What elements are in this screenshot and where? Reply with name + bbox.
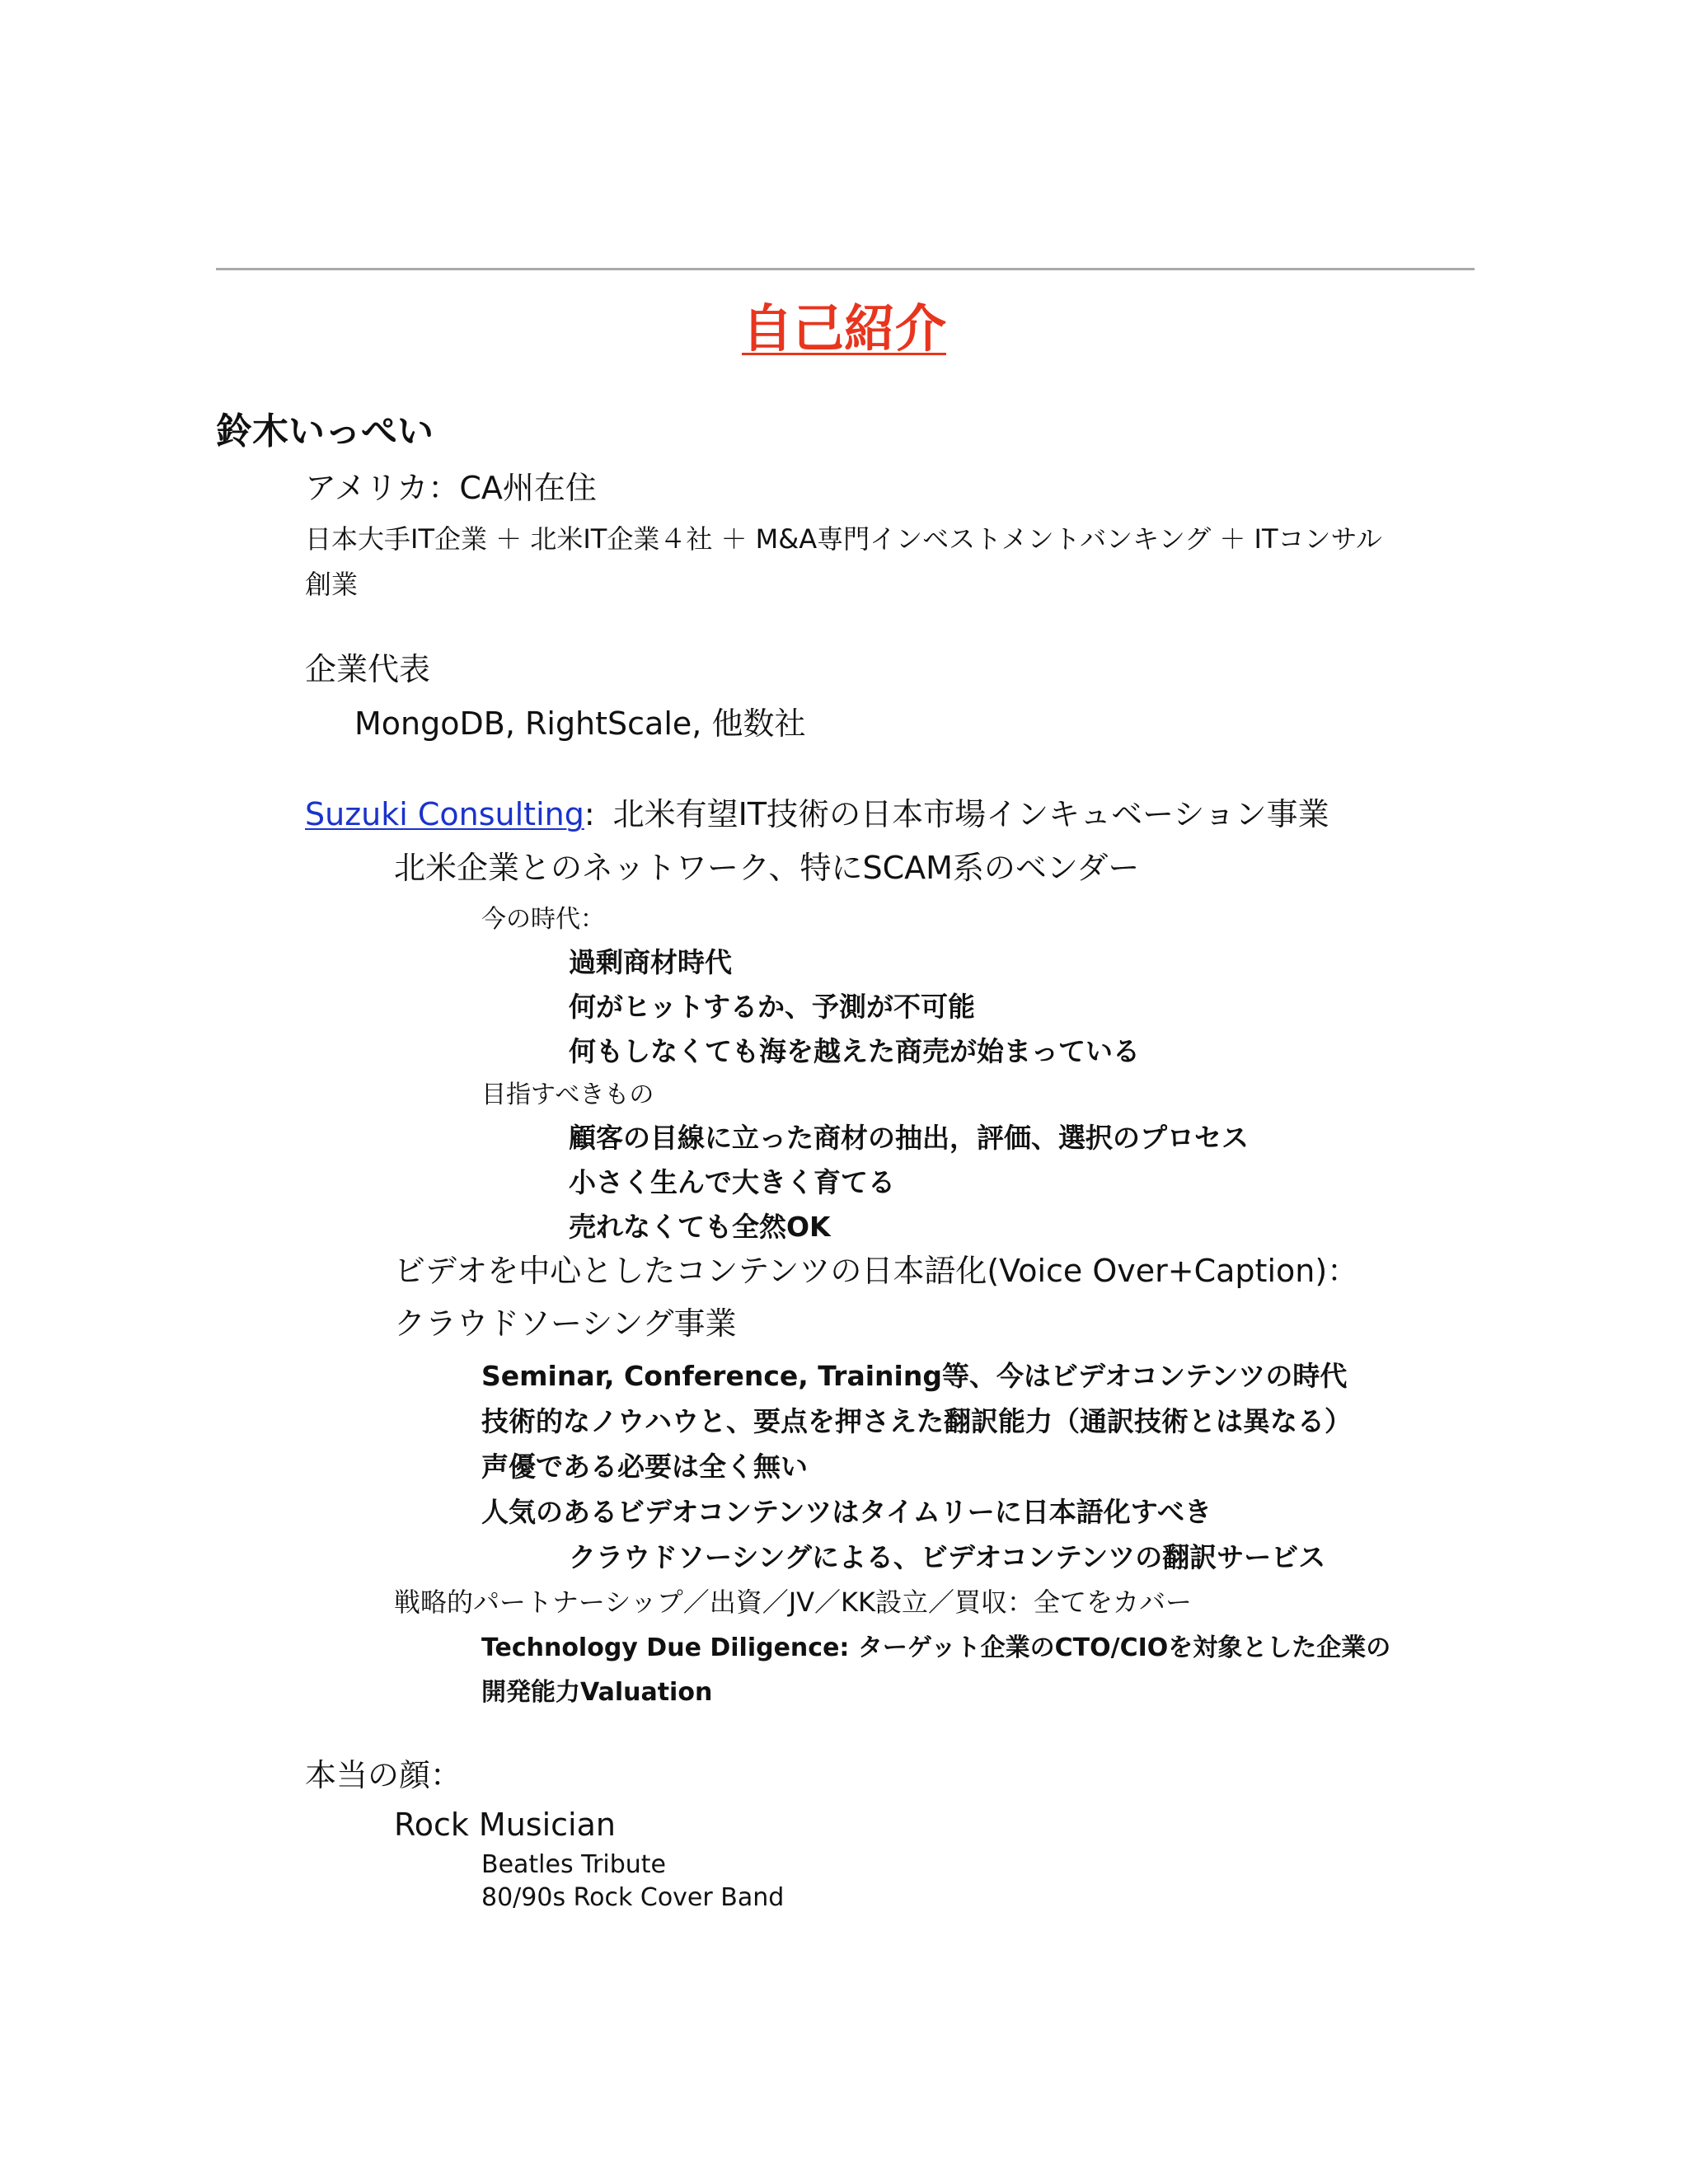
era-item: 何がヒットするか、予測が不可能 xyxy=(569,991,976,1023)
video-line-1: ビデオを中心としたコンテンツの日本語化(Voice Over+Caption)： xyxy=(394,1253,1359,1289)
band-item: Beatles Tribute xyxy=(481,1850,667,1879)
video-item: 声優である必要は全く無い xyxy=(481,1451,808,1483)
consulting-description: 北米有望IT技術の日本市場インキュベーション事業 xyxy=(612,796,1329,832)
representative-heading: 企業代表 xyxy=(305,651,431,687)
network-text: 北米企業とのネットワーク、特にSCAM系のベンダー xyxy=(394,850,1140,886)
career-line-1: 日本大手IT企業 ＋ 北米IT企業４社 ＋ M&A専門インベストメントバンキング ＋ ITコンサル xyxy=(305,523,1382,555)
era-item: 何もしなくても海を越えた商売が始まっている xyxy=(569,1035,1140,1067)
goal-item: 小さく生んで大きく育てる xyxy=(569,1166,895,1198)
consulting-line xyxy=(305,796,1329,834)
page-title: 自己紹介 xyxy=(741,298,946,359)
strategy-heading: 戦略的パートナーシップ／出資／JV／KK設立／買収：全てをカバー xyxy=(394,1586,1193,1618)
tdd-line-1: Technology Due Diligence: ターゲット企業のCTO/CIOを対象とした企業の xyxy=(481,1633,1391,1662)
goal-item: 売れなくても全然OK xyxy=(569,1211,831,1243)
band-item: 80/90s Rock Cover Band xyxy=(481,1883,785,1912)
consulting-colon: : xyxy=(584,796,595,832)
video-item: 技術的なノウハウと、要点を押さえた翻訳能力（通訳技術とは異なる） xyxy=(481,1405,1352,1437)
suzuki-consulting-link[interactable]: Suzuki Consulting xyxy=(305,796,584,832)
person-name: 鈴木いっぺい xyxy=(216,410,434,452)
horizontal-rule xyxy=(216,268,1475,270)
tdd-line-2: 開発能力Valuation xyxy=(481,1678,713,1707)
video-item: Seminar, Conference, Training等、今はビデオコンテンツの時代 xyxy=(481,1360,1348,1392)
era-heading: 今の時代： xyxy=(481,905,605,934)
career-line-2: 創業 xyxy=(305,569,359,600)
video-item: 人気のあるビデオコンテンツはタイムリーに日本語化すべき xyxy=(481,1496,1212,1528)
video-service: クラウドソーシングによる、ビデオコンテンツの翻訳サービス xyxy=(569,1541,1326,1573)
goal-item: 顧客の目線に立った商材の抽出，評価、選択のプロセス xyxy=(569,1122,1249,1154)
video-line-2: クラウドソーシング事業 xyxy=(394,1305,737,1342)
era-item: 過剰商材時代 xyxy=(569,946,732,978)
representative-companies: MongoDB, RightScale, 他数社 xyxy=(354,705,806,742)
true-face-role: Rock Musician xyxy=(394,1807,616,1843)
goal-heading: 目指すべきもの xyxy=(481,1080,654,1109)
true-face-heading: 本当の顔： xyxy=(305,1757,462,1793)
location-text: アメリカ：CA州在住 xyxy=(305,470,597,506)
